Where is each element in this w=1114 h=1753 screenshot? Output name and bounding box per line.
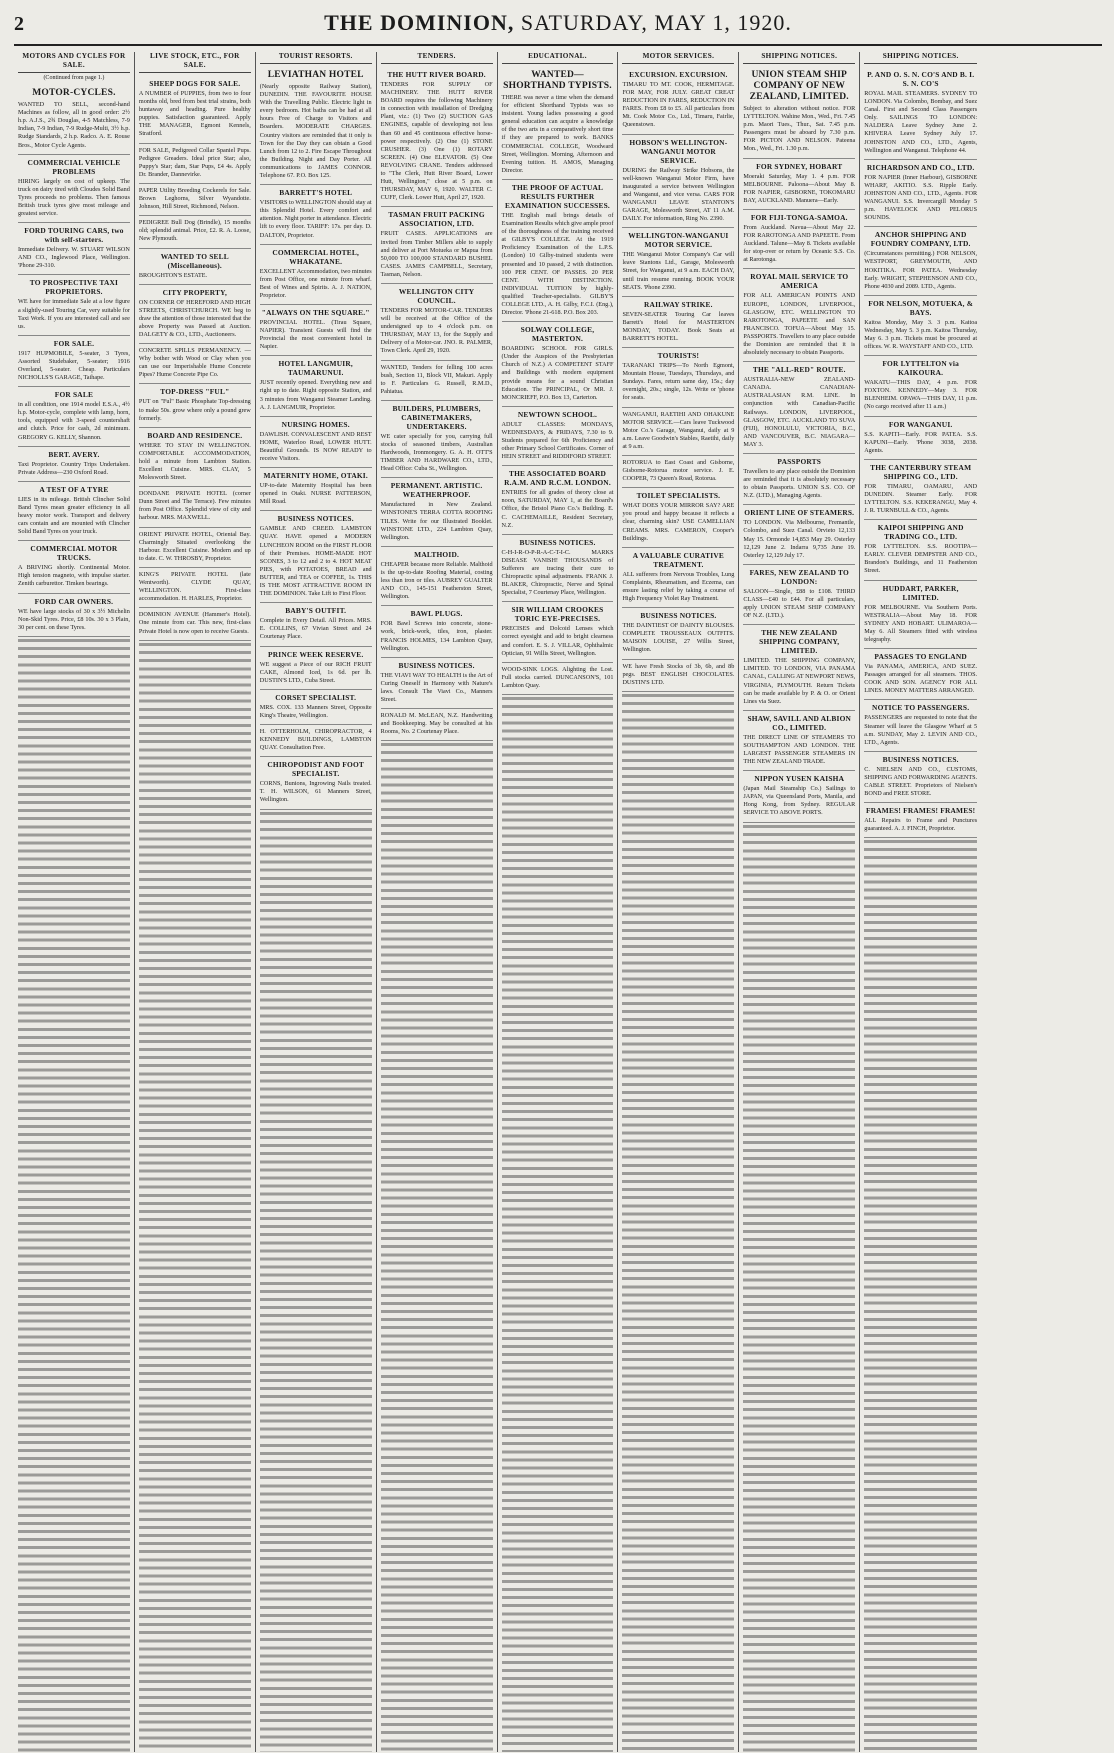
ad-title: BUSINESS NOTICES.	[277, 514, 354, 524]
advertisement	[743, 771, 855, 822]
advertisement	[622, 456, 734, 488]
ad-body: LIMITED. THE SHIPPING COMPANY, LIMITED. TO LONDON, VIA PANAMA CANAL, CALLING AT NEWPORT NEWS, VIRGINIA, PLYMOUTH. Return Tickets can be made available by P. & O. or Orient Lines via Suez.	[743, 657, 856, 705]
column-1	[14, 52, 135, 1752]
advertisement	[381, 67, 493, 207]
column-5	[498, 52, 619, 1752]
ad-body: DONDANE PRIVATE HOTEL (corner Dunn Street and The Terrace). Few minutes from Post Office. Splendid view of city and harbour. MRS. MAXWELL.	[138, 490, 251, 522]
ad-title: BARRETT'S HOTEL	[279, 188, 353, 198]
ad-body: Manufactured in New Zealand. WINSTONE'S TERRA COTTA ROOFING TILES. Write for our Illustrated Booklet. WINSTONE LTD., 224 Lambton Quay, Wellington.	[380, 501, 493, 541]
ad-title: MALTHOID.	[414, 549, 460, 559]
advertisement	[260, 67, 372, 185]
ad-title: P. AND O. S. N. CO'S AND B. I. S. N. CO'S	[867, 70, 975, 88]
ad-title: BUSINESS NOTICES.	[882, 754, 959, 764]
ad-title: BUSINESS NOTICES.	[640, 611, 717, 621]
advertisement	[864, 460, 977, 520]
ad-title: UNION STEAM SHIP COMPANY OF NEW ZEALAND, LIMITED.	[749, 70, 849, 102]
advertisement	[622, 228, 734, 296]
column-4	[377, 52, 498, 1752]
advertisement	[260, 757, 372, 809]
ad-title: NEWTOWN SCHOOL.	[517, 409, 598, 419]
ad-title: TASMAN FRUIT PACKING ASSOCIATION, LTD.	[388, 210, 485, 229]
advertisement	[381, 709, 493, 741]
ad-title: BOARD AND RESIDENCE.	[147, 430, 243, 440]
ad-title: BERT. AVERY.	[48, 449, 100, 459]
advertisement	[864, 520, 977, 580]
ad-title: NURSING HOMES.	[281, 419, 350, 429]
ad-title: ORIENT LINE OF STEAMERS.	[744, 508, 855, 518]
ad-body: A BRIVING shortly. Continental Motor. High tension magneto, with impulse starter. Zenith carburettor. Timken bearings.	[18, 564, 130, 588]
advertisement	[743, 505, 855, 564]
advertisement	[381, 547, 493, 606]
ad-title: TOURISTS!	[657, 351, 700, 361]
advertisement	[864, 752, 977, 803]
ad-title: COMMERCIAL HOTEL, WHAKATANE.	[272, 247, 360, 266]
ad-body: FRUIT CASES. APPLICATIONS are invited from Timber Millers able to supply and deliver at Port Motueka or Mapua from 50,000 TO 100,000 STANDARD BUSHEL CASES. JAMES CAMPBELL, Secretary, Tasman, Nelson.	[380, 230, 493, 278]
small-print-text-block	[864, 838, 977, 1752]
advertisement	[743, 454, 855, 505]
ad-body: THE English mail brings details of Examination Results which give ample proof of the thoroughness of the training received at GILBY'S COLLEGE. At the 1919 Proficiency Examination of the L.P.S. (London) 10 Gilby-trained students were presented and 10 passed, 2 with distinction. 100 PER CENT. OF PASSES. 20 PER CENT. WITH DISTINCTION. INDIVIDUAL TUITION by highly-qualified Teacher-specialists. GILBY'S COLLEGE LTD., A. H. Gilby, F.C.I. (Eng.), Director. 'Phone 21-618. P.O. Box 203.	[501, 211, 614, 317]
small-print-text-block	[18, 637, 130, 1752]
ad-body: FOR SALE, Pedigreed Collar Spaniel Pups. Pedigree Greaders. Ideal price Star; also, Puppy's Star; dam, Star Pups, £4 4s. Apply Dr. Brander, Dannevirke.	[138, 146, 251, 178]
advertisement	[381, 284, 493, 361]
advertisement	[864, 803, 977, 838]
dateline: SATURDAY, MAY 1, 1920.	[520, 10, 792, 35]
ad-body: THE VIAVI WAY TO HEALTH is the Art of Curing Oneself in Harmony with Nature's laws. Consult The Viavi Co., Manners Street.	[380, 671, 493, 703]
ad-body: FOR TIMARU, OAMARU, AND DUNEDIN. Steamer Early. FOR LYTTELTON. S.S. KEKERANGU, May 4. J. R. TURNBULL & CO., Agents.	[864, 482, 978, 515]
ad-body: Subject to alteration without notice. FOR LYTTELTON. Wahine Mon., Wed., Fri. 7.45 p.m. Maori Tues., Thur., Sat. 7.45 p.m. Passengers must be aboard by 7.30 p.m. FOR PICTON AND NELSON. Pateena Mon., Wed., Fri. 1.30 p.m.	[743, 105, 856, 153]
ad-title: CORSET SPECIALIST.	[275, 692, 357, 702]
advertisement	[622, 67, 734, 135]
ad-body: TIMARU TO MT. COOK, HERMITAGE. FOR MAY, FOR JULY. GREAT CREAT REDUCTION IN FARES, REDUCTION IN FARES. From £8 to £5. All particulars from Mt. Cook Motor Co., Ltd., Timaru, Fairlie, Queenstown.	[622, 81, 735, 129]
ad-body: Complete in Every Detail. All Prices. MRS. E. COLLINS, 67 Vivian Street and 24 Courtenay Place.	[259, 617, 372, 641]
ad-body: ORIENT PRIVATE HOTEL, Oriental Bay. Charmingly Situated overlooking the Harbour. Excellent Cuisine. Modern and up to date. C. W. THROSBY, Proprietor.	[138, 530, 251, 562]
advertisement	[502, 67, 614, 180]
advertisement	[18, 275, 130, 335]
ad-title: THE PROOF OF ACTUAL RESULTS FURTHER EXAMINATION SUCCESSES.	[505, 182, 610, 210]
column-heading: MOTOR SERVICES.	[622, 52, 734, 64]
ad-title: FOR SALE.	[53, 338, 95, 348]
ad-body: PROVINCIAL HOTEL. (Tirau Square, NAPIER). Transient Guests will find the Provincial the most convenient hotel in Napier.	[259, 318, 372, 351]
ad-body: TARANAKI TRIPS—To North Egmont, Mountain House, Tuesdays, Thursdays, and Sundays. Fares, return same day, 15s.; day overnight, 20s.; single, 12s. Write or 'phone for seats.	[622, 362, 735, 402]
ad-body: PEDIGREE Bull Dog (Brindle), 15 months old; splendid animal. Price, £2. R. A. Loose, New Plymouth.	[138, 219, 251, 243]
ad-body: WANTED, Tenders for felling 100 acres bush, Section 11, Block VII, Makuri. Apply to F. Particulars G. Russell, R.M.D., Pahiatua.	[380, 363, 493, 395]
ad-body: H. OTTERHOLM, CHIROPRACTOR, 4 KENNEDY BUILDINGS, LAMBTON QUAY. Consultation Free.	[259, 727, 372, 752]
ad-title: FOR SYDNEY, HOBART	[756, 161, 843, 171]
small-print-text-block	[743, 823, 855, 1752]
ad-body: S.S. KAPITI—Early. FOR PATEA. S.S. KAPUNI—Early. 'Phone 3038, 2038. Agents.	[864, 430, 978, 454]
ad-title: THE NEW ZEALAND SHIPPING COMPANY, LIMITED.	[759, 628, 840, 656]
column-heading: SHIPPING NOTICES.	[743, 52, 855, 64]
advertisement	[622, 660, 734, 692]
ad-title: CITY PROPERTY,	[162, 287, 228, 297]
column-heading: TENDERS.	[381, 52, 493, 64]
ad-body: ADULT CLASSES: MONDAYS, WEDNESDAYS, & FRIDAYS, 7.30 to 9. Students prepared for 6th Proficiency and other Primary School Certificates. Corner of HEIN STREET and RIDDIFORD STREET.	[501, 420, 614, 461]
advertisement	[18, 155, 130, 223]
ad-title: HOTEL LANGMUIR, TAUMARUNUI.	[278, 359, 353, 378]
ad-title: PRINCE WEEK RESERVE.	[268, 649, 364, 659]
ad-title: NIPPON YUSEN KAISHA	[754, 774, 845, 784]
ad-body: SEVEN-SEATER Touring Car leaves Barrett's Hotel for MASTERTON MONDAY, TODAY. Book Seats at BARRETT'S HOTEL.	[622, 310, 735, 342]
advertisement	[743, 159, 855, 210]
advertisement	[502, 602, 614, 662]
advertisement	[139, 568, 251, 608]
advertisement	[139, 285, 251, 344]
ad-body: WHAT DOES YOUR MIRROR SAY? ARE you proud and happy because it reflects a clear, charming skin? USE CAMELLIAN CREAMS. MRS. CAMERON, Cooper's Buildings.	[622, 502, 735, 542]
ad-title: LEVIATHAN HOTEL	[267, 70, 364, 80]
ad-body: A NUMBER of PUPPIES, from two to four months old, bred from best trial strains, both huntaway and heading. Pure healthy puppies. Satisfaction guaranteed. Apply THE MANAGER, Egmont Kennels, Stratford.	[138, 90, 251, 138]
ad-body: CONCRETE SPILLS PERMANENCY. —Why bother with Wood or Clay when you can use our Imperishable Hume Concrete Pipes? Hume Concrete Pipe Co.	[138, 347, 251, 379]
ad-title: KAIPOI SHIPPING AND TRADING CO., LTD.	[877, 523, 964, 542]
ad-title: ROYAL MAIL SERVICE TO AMERICA	[750, 272, 849, 291]
advertisement	[622, 548, 734, 608]
ad-title: FOR LYTTELTON via KAIKOURA.	[882, 359, 959, 378]
advertisement	[502, 535, 614, 603]
advertisement	[139, 249, 251, 285]
small-print-text-block	[139, 641, 251, 1752]
ad-body: RONALD M. McLEAN, N.Z. Handwriting and Bookkeeping. May be consulted at his Rooms, No. 2 Courtenay Place.	[380, 712, 493, 736]
ad-title: SHAW, SAVILL AND ALBION CO., LIMITED.	[747, 713, 852, 732]
advertisement	[18, 447, 130, 482]
ad-title: PASSPORTS	[777, 457, 822, 466]
ad-body: CHEAPER because more Reliable. Malthoid is the up-to-date Roofing Material, costing less than iron or tiles. AUBREY GUALTER AND CO., 145-151 Featherston Street, Wellington.	[380, 560, 493, 601]
ad-body: UP-to-date Maternity Hospital has been opened in Otaki. NURSE PATTERSON, Mill Road.	[259, 482, 372, 506]
advertisement	[18, 594, 130, 637]
ad-title: COMMERCIAL VEHICLE PROBLEMS	[27, 157, 121, 176]
advertisement	[502, 663, 614, 695]
column-subheading: (Continued from page 1.)	[43, 75, 105, 81]
ad-title: THE HUTT RIVER BOARD.	[387, 70, 486, 79]
ad-body: WE have large stocks of 30 x 3½ Michelin Non-Skid Tyres. Price, £8 10s. 30 x 3 Plain, 30 per cent. on these Tyres.	[18, 607, 130, 631]
ad-body: GAMBLE AND CREED. LAMBTON QUAY. HAVE opened a MODERN LUNCHEON ROOM on the FIRST FLOOR of their Premises. HOME-MADE HOT SCONES, 3 to 12 and 2 to 4. HOT MEAT PIES, with POTATOES, BREAD and BUTTER, and TEA or COFFEE, 1s. THIS IS THE MOST ATTRACTIVE ROOM IN THE DOMINION. Take Lift to First Floor.	[259, 525, 372, 598]
ad-body: WAKATU—THIS DAY, 4 p.m. FOR FOXTON. KENNEDY—May 3. FOR BLENHEIM. OPAWA—THIS DAY, 11 p.m. (No cargo received after 11 a.m.)	[864, 379, 978, 411]
ad-body: THERE was never a time when the demand for efficient Shorthand Typists was so insistent. Young ladies possessing a good general education can acquire a knowledge of the two arts in a comparatively short time if they are prepared to work. BANKS COMMERCIAL COLLEGE, Woodward Street, Wellington. Morning, Afternoon and Evening tuition. H. AMOS, Managing Director.	[501, 94, 614, 174]
ad-body: PRECISES and Dolcoid Lenses which correct eyesight and add to bright clearness and comfort. E. S. J. VILLAR, Ophthalmic Optician, 91 Willis Street, Wellington.	[501, 625, 614, 657]
advertisement	[622, 408, 734, 456]
ad-title: PERMANENT. ARTISTIC. WEATHERPROOF.	[390, 481, 483, 500]
advertisement	[260, 647, 372, 690]
ad-body: WANGANUI, RAETIHI AND OHAKUNE MOTOR SERVICE.—Cars leave Tuckwood Motor Co.'s Garage, Wanganui, daily at 9 a.m. Leave Goodwin's Stables, Raetihi, daily at 9 a.m.	[622, 410, 735, 450]
ad-body: PUT on "Ful" Basic Phosphate Top-dressing to make 50s. grow where only a pound grew formerly.	[138, 398, 251, 422]
advertisement	[864, 296, 977, 356]
ad-body: AUSTRALIA-NEW ZEALAND-CANADA. CANADIAN-AUSTRALASIAN R.M. LINE. In conjunction with Canadian-Pacific Railways. LONDON, LIVERPOOL, GLASGOW, ETC. AUCKLAND TO SUVA (FIJI), HONOLULU, VICTORIA, B.C., AND VANCOUVER, B.C. NIAGARA—MAY 3.	[743, 376, 856, 448]
advertisement	[864, 227, 977, 295]
advertisement	[260, 356, 372, 416]
ad-body: HIRING largely on cost of upkeep. The truck on dairy tired with Cloudes Solid Band Tyres proceeds no problems. Then famous British truck tyres give most mileage and greatest service.	[18, 177, 130, 218]
ad-body: FOR Bawl Screws into concrete, stone-work, brick-work, tiles, iron, plaster. FRANCIS HOLMES, 134 Lambton Quay, Wellington.	[380, 620, 493, 652]
ad-title: WELLINGTON CITY COUNCIL.	[398, 286, 475, 305]
ad-title: RICHARDSON AND CO., LTD.	[866, 162, 975, 172]
column-6	[618, 52, 739, 1752]
paper-name: THE DOMINION,	[324, 10, 515, 35]
advertisement	[743, 269, 855, 362]
ad-title: RAILWAY STRIKE.	[644, 299, 713, 309]
advertisement	[139, 487, 251, 527]
advertisement	[743, 210, 855, 269]
ad-body: LIES in its mileage. British Clincher Solid Band Tyres mean greater efficiency in all heavy motor work. Transport and delivery cars contain and are mounted with Clincher Solid Band Tyres on your truck.	[18, 495, 130, 536]
ad-title: TOILET SPECIALISTS.	[636, 491, 721, 501]
ad-body: TENDERS FOR MOTOR-CAR. TENDERS will be received at the Office of the undersigned up to 4 o'clock p.m. on THURSDAY, MAY 13, for the Supply and Delivery of a Motor-car. JNO. R. PALMER, Town Clerk. April 29, 1920.	[380, 306, 493, 355]
masthead	[14, 10, 1102, 46]
advertisement	[139, 344, 251, 384]
advertisement	[743, 565, 855, 625]
advertisement	[18, 336, 130, 387]
advertisement	[139, 144, 251, 184]
column-heading: LIVE STOCK, ETC., FOR SALE.	[139, 52, 251, 73]
column-2	[135, 52, 256, 1752]
advertisement	[381, 658, 493, 709]
ad-body: BROUGHTON'S ESTATE.	[138, 271, 208, 279]
ad-title: HUDDART, PARKER, LIMITED.	[882, 583, 959, 602]
column-heading: TOURIST RESORTS.	[260, 52, 372, 64]
ad-body: Immediate Delivery. W. STUART WILSON AND CO., Inglewood Place, Wellington. 'Phone 29-310.	[18, 246, 130, 270]
ad-body: TENDERS FOR SUPPLY OF MACHINERY. THE HUTT RIVER BOARD requires the following Machinery in connection with installation of Dredging Plant, viz.: (1) Two (2) SUCTION GAS ENGINES, capable of developing not less than 60 and 45 continuous effective horse-power respectively. (2) One (1) STONE CRUSHER. (3) One (1) ROTARY SCREEN. (4) One ELEVATOR. (5) One REVOLVING CRANE. Tenders addressed to "The Clerk, Hutt River Board, Lower Hutt, Wellington," close at 5 p.m. on THURSDAY, MAY 6, 1920. WALTER C. CUFF, Clerk. Lower Hutt, April 27, 1920.	[380, 81, 493, 202]
ad-title: ANCHOR SHIPPING AND FOUNDRY COMPANY, LTD.	[870, 230, 971, 249]
ad-title: FOR NELSON, MOTUEKA, & BAYS.	[868, 298, 974, 317]
ad-body: WHERE TO STAY IN WELLINGTON. COMFORTABLE ACCOMMODATION, hold a minute from Lambton Station. Excellent Cuisine. MRS. CLAY, 5 Molesworth Street.	[138, 441, 251, 482]
advertisement	[139, 384, 251, 427]
ad-title: FOR FIJI-TONGA-SAMOA.	[750, 212, 848, 222]
advertisement	[381, 207, 493, 284]
column-8	[860, 52, 981, 1752]
advertisement	[864, 700, 977, 751]
advertisement	[18, 85, 130, 155]
ad-body: FOR NAPIER (Inner Harbour), GISBORNE WHARF, AKITIO. S.S. Ripple Early. JOHNSTON AND CO., LTD., Agents. FOR WANGANUI. S.S. Invercargill Monday 5 p.m. HAVELOCK AND PELORUS SOUNDS.	[864, 173, 978, 222]
advertisement	[381, 401, 493, 478]
ad-title: FORD CAR OWNERS.	[34, 596, 114, 606]
advertisement	[743, 711, 855, 771]
ad-body: Moeraki Saturday, May 1. 4 p.m. FOR MELBOURNE. Paloona—About May 8. FOR NAPIER, GISBORNE, TOKOMARU BAY, AUCKLAND. Manuera—Early.	[743, 172, 856, 204]
ad-title: COMMERCIAL MOTOR TRUCKS.	[30, 544, 118, 563]
ad-body: WE have for immediate Sale at a low figure a slightly-used Touring Car, very suitable for Taxi Work. If you are interested call and see us.	[18, 298, 130, 330]
advertisement	[622, 135, 734, 229]
advertisement	[139, 216, 251, 248]
ad-body: From Auckland. Navua—About May 22. FOR RAROTONGA AND PAPEETE. From Auckland. Talune—May 8. Tickets available for stop-over or return by Oceanic S.S. Co. at Rarotonga.	[743, 223, 856, 264]
advertisement	[260, 603, 372, 646]
advertisement	[743, 625, 855, 711]
ad-title: "ALWAYS ON THE SQUARE."	[261, 307, 370, 317]
advertisement	[622, 348, 734, 407]
advertisement	[260, 690, 372, 725]
ad-title: A VALUABLE CURATIVE TREATMENT.	[632, 550, 725, 569]
ad-body: DAWLISH. CONVALESCENT AND REST HOME, Waterloo Road, LOWER HUTT. Beautiful Grounds. IS NOW READY to receive Visitors.	[259, 430, 372, 462]
ad-title: CHIROPODIST AND FOOT SPECIALIST.	[267, 760, 365, 779]
ad-title: HOBSON'S WELLINGTON-WANGANUI MOTOR SERVICE.	[629, 137, 728, 165]
ad-body: ENTRIES for all grades of theory close at noon, SATURDAY, MAY 1, at the Board's Office, the Bristol Piano Co.'s Building. E. C. CACHEMAILLE, Resident Secretary, N.Z.	[501, 489, 614, 529]
ad-title: THE "ALL-RED" ROUTE.	[752, 365, 846, 375]
advertisement	[864, 649, 977, 700]
advertisement	[381, 361, 493, 401]
advertisement	[260, 305, 372, 356]
advertisement	[864, 160, 977, 228]
small-print-text-block	[260, 810, 372, 1752]
ad-body: WE cater specially for you, carrying full stocks of seasoned timbers, Australian Hardwoods, Ironmongery. G. A. H. OTT'S TIMBER AND HARDWARE CO., LTD., Head Office: Cuba St., Wellington.	[380, 432, 493, 473]
advertisement	[18, 482, 130, 541]
advertisement	[18, 223, 130, 275]
ad-body: JUST recently opened. Everything new and right up to date. Right opposite Station, and 3 minutes from Wanganui Steamer Landing. A. J. LANGMUIR, Proprietor.	[259, 379, 372, 411]
column-heading: MOTORS AND CYCLES FOR SALE.	[18, 52, 130, 73]
ad-body: MRS. COX. 133 Manners Street, Opposite King's Theatre, Wellington.	[259, 703, 372, 719]
ad-body: VISITORS to WELLINGTON should stay at this Splendid Hotel. Every comfort and attention. Night porter in attendance. Electric lift to every floor. TARIFF: 17s. per day. D. DALTON, Proprietor.	[259, 199, 372, 239]
ad-body: FOR ALL AMERICAN POINTS AND EUROPE, LONDON, LIVERPOOL, GLASGOW, ETC. WELLINGTON TO RAROTONGA, PAPEETE and SAN FRANCISCO. TOFUA—About May 15. PASSPORTS. Travellers to any place outside the Dominion are reminded that it is absolutely necessary to obtain Passports.	[743, 292, 856, 357]
ad-body: Taxi Proprietor. Country Trips Undertaken. Private Address—230 Oxford Road.	[18, 460, 130, 476]
ad-title: EXCURSION. EXCURSION.	[629, 70, 728, 79]
ad-body: ON CORNER OF HEREFORD AND HIGH STREETS, CHRISTCHURCH. WE beg to draw the attention of those interested that the above Property was Passed at Auction. DALGETY & CO., LTD., Auctioneers.	[138, 298, 251, 338]
advertisement	[260, 417, 372, 468]
ad-title: FARES, NEW ZEALAND TO LONDON:	[749, 567, 849, 586]
ad-body: WE have Fresh Stocks of 3b, 6b, and 8b pegs. BEST ENGLISH CHOCOLATES. DUSTIN'S LTD.	[622, 662, 735, 686]
ad-body: DOMINION AVENUE (Hammer's Hotel). One minute from car. This new, first-class Private Hotel is now open to receive Guests.	[138, 611, 251, 635]
ad-title: WANTED TO SELL (Miscellaneous).	[160, 251, 229, 270]
ad-body: C. NIELSEN AND CO., CUSTOMS, SHIPPING AND FORWARDING AGENTS. CABLE STREET. Proprietors of Nielsen's BOND and FREE STORE.	[864, 765, 978, 798]
ad-title: BUSINESS NOTICES.	[519, 537, 596, 547]
small-print-text-block	[622, 692, 734, 1752]
advertisement	[381, 606, 493, 657]
ad-title: WANTED— SHORTHAND TYPISTS.	[503, 70, 612, 91]
ad-title: THE CANTERBURY STEAM SHIPPING CO., LTD.	[870, 462, 972, 481]
advertisement	[260, 185, 372, 244]
ad-body: 1917 HUPMOBILE, 5-seater, 3 Tyres, Assorted Studebaker, 5-seater; 1916 Overland, 5-seater. Cheap. Particulars NICHOLLS'S GARAGE, Taihape.	[18, 349, 130, 382]
ad-title: MATERNITY HOME, OTAKI.	[263, 471, 368, 481]
ad-body: DURING the Railway Strike Hobsons, the well-known Wanganui Motor Firm, have inaugurated a service between Wellington and Wanganui, and vice versa. CARS FOR WANGANUI LEAVE STANTON'S GARAGE, Molesworth Street, AT 11 A.M. DAILY. For information, Ring No. 2390.	[622, 166, 735, 223]
ad-title: TOP-DRESS "FUL"	[160, 387, 230, 397]
advertisement	[864, 67, 977, 160]
ad-body: WANTED TO SELL, second-hand Machines as follow, all in good order: 2½ h.p. A.J.S., 2¾ Douglas, 4-5 Matchless, 7-9 Indian, 7-9 Indian, 7-9 Rudge-Multi, 3½ h.p. Rudge Standards, 2 h.p. Radco. A. E. Rouse Bros., Motor Cycle Agents.	[18, 101, 130, 149]
ad-body: SALOON—Single, £88 to £108. THIRD CLASS—£40 to £44. For all particulars, apply UNION STEAM SHIP COMPANY OF N.Z. (LTD.).	[743, 587, 856, 620]
ad-title: NOTICE TO PASSENGERS.	[872, 703, 970, 713]
page-number: 2	[14, 13, 24, 35]
ad-title: BABY'S OUTFIT.	[285, 606, 347, 616]
ad-body: (Nearly opposite Railway Station), DUNEDIN. THE FAVOURITE HOUSE With the Travelling Public. Electric light in every bedroom. Hot baths can be had at all hours Free of Charge to Visitors and Boarders. MODERATE CHARGES. Country visitors are reminded that it only is Town for the Day they can obtain a Good Lunch from 12 to 2. Fire Escape Throughout the Building. Night and Day Porter. All communications to JAMES CONNOR. Telephone 67. P.O. Box 125.	[259, 83, 372, 180]
ad-body: FOR LYTTELTON. S.S. ROOTIPA—EARLY. CLEVER DEMPSTER AND CO., Brandon's Buildings, and 11 Featherston Street.	[864, 543, 978, 575]
ad-body: ROYAL MAIL STEAMERS. SYDNEY TO LONDON. Via Colombo, Bombay, and Suez Canal. First and Second Class Passengers Only. SAILINGS TO LONDON: NALDERA Leave Sydney June 2. KHIVERA Leave Sydney July 17. JOHNSTON AND CO., LTD., Agents, Wellington and Wanganui. Telephone 44.	[864, 90, 978, 154]
advertisement	[622, 297, 734, 348]
ad-title: TO PROSPECTIVE TAXI PROPRIETORS.	[29, 278, 119, 297]
ad-body: TO LONDON. Via Melbourne, Fremantle, Colombo, and Suez Canal. Orvieto 12,133 May 15. Ormonde 14,853 May 29. Osterley 12,129 June 2. Indarra 9,735 June 19. Osterley 12,129 July 17.	[743, 519, 856, 559]
advertisement	[622, 488, 734, 547]
advertisement	[139, 76, 251, 144]
ad-body: ALL sufferers from Nervous Troubles, Lung Complaints, Rheumatism, and Eczema, can ensure lasting relief by taking a course of High Frequency Violet Ray Treatment.	[622, 570, 735, 603]
ad-body: THE DIRECT LINE OF STEAMERS TO SOUTHAMPTON AND LONDON. THE LARGEST PASSENGER STEAMERS IN THE NEW ZEALAND TRADE.	[743, 733, 856, 766]
ad-title: FORD TOURING CARS, two with self-starters.	[24, 226, 124, 245]
advertisement	[139, 428, 251, 487]
ad-body: EXCELLENT Accommodation, two minutes from Post Office, one minute from wharf. Best of Wines and Spirits. A. J. NATION, Proprietor.	[259, 267, 372, 299]
small-print-text-block	[502, 695, 614, 1752]
column-3	[256, 52, 377, 1752]
ad-body: KING'S PRIVATE HOTEL (late Wentworth). CLYDE QUAY, WELLINGTON. First-class accommodation. H. HARLES, Proprietor.	[138, 570, 251, 603]
ad-body: in all condition, one 1914 model E.S.A., 4½ h.p. Motor-cycle, complete with lamp, horn, tools, equipped with 3-speed countershaft and clutch. Price for cash, 2d minimum. GREGORY G. KELLY, Shannon.	[18, 401, 130, 441]
advertisement	[864, 417, 977, 460]
advertisement	[18, 541, 130, 593]
advertisement	[260, 511, 372, 603]
ad-body: CORNS, Bunions, Ingrowing Nails treated. T. H. WILSON, 61 Manners Street, Wellington.	[259, 780, 372, 804]
ad-body: THE Wanganui Motor Company's Car will leave Stantons Ltd., Garage, Molesworth Street, for Wanganui, at 9 a.m. EACH DAY, until train resume running. BOOK YOUR SEATS. 'Phone 2390.	[622, 251, 735, 291]
ad-body: ALL Repairs to Frame and Punctures guaranteed. A. J. FINCH, Proprietor.	[864, 817, 978, 833]
ad-body: FOR MELBOURNE. Via Southern Ports. WESTRALIA—About May 18. FOR SYDNEY AND HOBART. ULIMAROA—May 6. All Steamers fitted with wireless telegraphy.	[864, 603, 978, 643]
advertisement	[502, 466, 614, 534]
ad-body: PAPER Utility Breeding Cockerels for Sale. Brown Leghorns, Silver Wyandotte. Johnson, Hill Street, Richmond, Nelson.	[138, 186, 251, 211]
ad-body: WOOD-SINK LOGS. Alighting the Lost. Full stocks carried. DUNCANSON'S, 101 Lambton Quay.	[501, 665, 614, 689]
ad-body: C-H-I-R-O-P-R-A-C-T-I-C. MARKS DISEASE VANISH! THOUSANDS of Sufferers are tracing their cure to Chiropractic spinal adjustments. FRANK J. BLAKER, Chiropractic, Nerve and Spinal Specialist, 7 Courtenay Place, Wellington.	[501, 548, 614, 597]
ad-body: BOARDING SCHOOL FOR GIRLS. (Under the Auspices of the Presbyterian Church of N.Z.) A COMPETENT STAFF and Buildings with modern equipment provide means for a sound Christian Education. The PRINCIPAL, Or MR. J. MONCRIEFF, P.O. Box 13, Carterton.	[501, 345, 614, 401]
ad-body: Travellers to any place outside the Dominion are reminded that it is absolutely necessary to obtain Passports. UNION S.S. CO. OF N.Z. (LTD.), Managing Agents.	[743, 468, 856, 500]
advertisement	[864, 356, 977, 416]
ad-body: Via PANAMA, AMERICA, AND SUEZ. Passages arranged for all steamers. THOS. COOK AND SON. AGENCY FOR ALL LINES. MONEY MATTERS ARRANGED.	[864, 663, 978, 695]
ad-title: THE ASSOCIATED BOARD R.A.M. AND R.C.M. LONDON.	[504, 469, 611, 488]
ad-title: SIR WILLIAM CROOKES TORIC EYE-PRECISES.	[511, 605, 604, 624]
advertisement	[139, 608, 251, 640]
ad-body: ROTORUA to East Coast and Gisborne, Gisborne-Rotorua motor service. J. E. COOPER, 73 Queen's Road, Rotorua.	[622, 459, 735, 483]
advertisement	[502, 180, 614, 322]
ad-body: (Japan Mail Steamship Co.) Sailings to JAPAN, via Queensland Ports, Manila, and Hong Kong, from Sydney. REGULAR SERVICE TO ABOVE PORTS.	[743, 785, 856, 817]
ad-body: WE suggest a Piece of our RICH FRUIT CAKE, Almond Iced, 1s 6d. per lb. DUSTIN'S LTD., Cuba Street.	[259, 660, 372, 684]
advertisement	[743, 362, 855, 454]
ad-title: FOR SALE	[54, 390, 94, 400]
advertisement	[864, 581, 977, 649]
advertisement	[260, 468, 372, 511]
advertisement	[743, 67, 855, 159]
ad-title: SHEEP DOGS FOR SALE.	[149, 79, 241, 88]
advertisement	[622, 608, 734, 659]
column-7	[739, 52, 860, 1752]
columns-grid	[14, 52, 1102, 1752]
advertisement	[381, 478, 493, 546]
advertisement	[260, 725, 372, 757]
ad-body: (Circumstances permitting.) FOR NELSON, WESTPORT, GREYMOUTH, AND HOKITIKA. FOR PATEA. Wednesday Early. WRIGHT, STEPHENSON AND CO., Phone 4030 and 2089. LTD., Agents.	[864, 250, 978, 290]
ad-title: FRAMES! FRAMES! FRAMES!	[866, 806, 976, 816]
advertisement	[18, 387, 130, 446]
ad-title: SOLWAY COLLEGE, MASTERTON.	[520, 325, 595, 344]
ad-body: PASSENGERS are requested to note that the Steamer will leave the Glasgow Wharf at 5 a.m. SUNDAY, May 2. LEVIN AND CO., LTD., Agents.	[864, 714, 978, 746]
column-heading: EDUCATIONAL.	[502, 52, 614, 64]
ad-title: MOTOR-CYCLES.	[32, 88, 116, 99]
advertisement	[139, 184, 251, 216]
ad-body: Kaitoa Monday, May 3. 3 p.m. Kaitoa Wednesday, May 5. 3 p.m. Kaitoa Thursday, May 6. 3 p.m. Tickets must be procured at offices. W. R. WAYSTAFF AND CO., LTD.	[864, 318, 978, 351]
newspaper-title	[54, 10, 1062, 36]
small-print-text-block	[381, 741, 493, 1752]
advertisement	[502, 407, 614, 466]
ad-title: BUILDERS, PLUMBERS, CABINETMAKERS, UNDERTAKERS.	[392, 403, 481, 431]
advertisement	[260, 245, 372, 305]
ad-title: BAWL PLUGS.	[410, 609, 463, 619]
advertisement	[139, 528, 251, 568]
ad-title: WELLINGTON-WANGANUI MOTOR SERVICE.	[628, 231, 729, 250]
column-heading: SHIPPING NOTICES.	[864, 52, 977, 64]
advertisement	[502, 322, 614, 407]
ad-title: A TEST OF A TYRE	[39, 484, 109, 494]
ad-body: THE DAINTIEST OF DAINTY BLOUSES. COMPLETE TROUSSEAUX OUTFITS. MAISON LOUISE, 27 Willis Street, Wellington.	[622, 622, 735, 654]
ad-title: BUSINESS NOTICES.	[398, 660, 475, 670]
ad-title: FOR WANGANUI.	[888, 419, 953, 429]
ad-title: PASSAGES TO ENGLAND	[874, 652, 967, 662]
